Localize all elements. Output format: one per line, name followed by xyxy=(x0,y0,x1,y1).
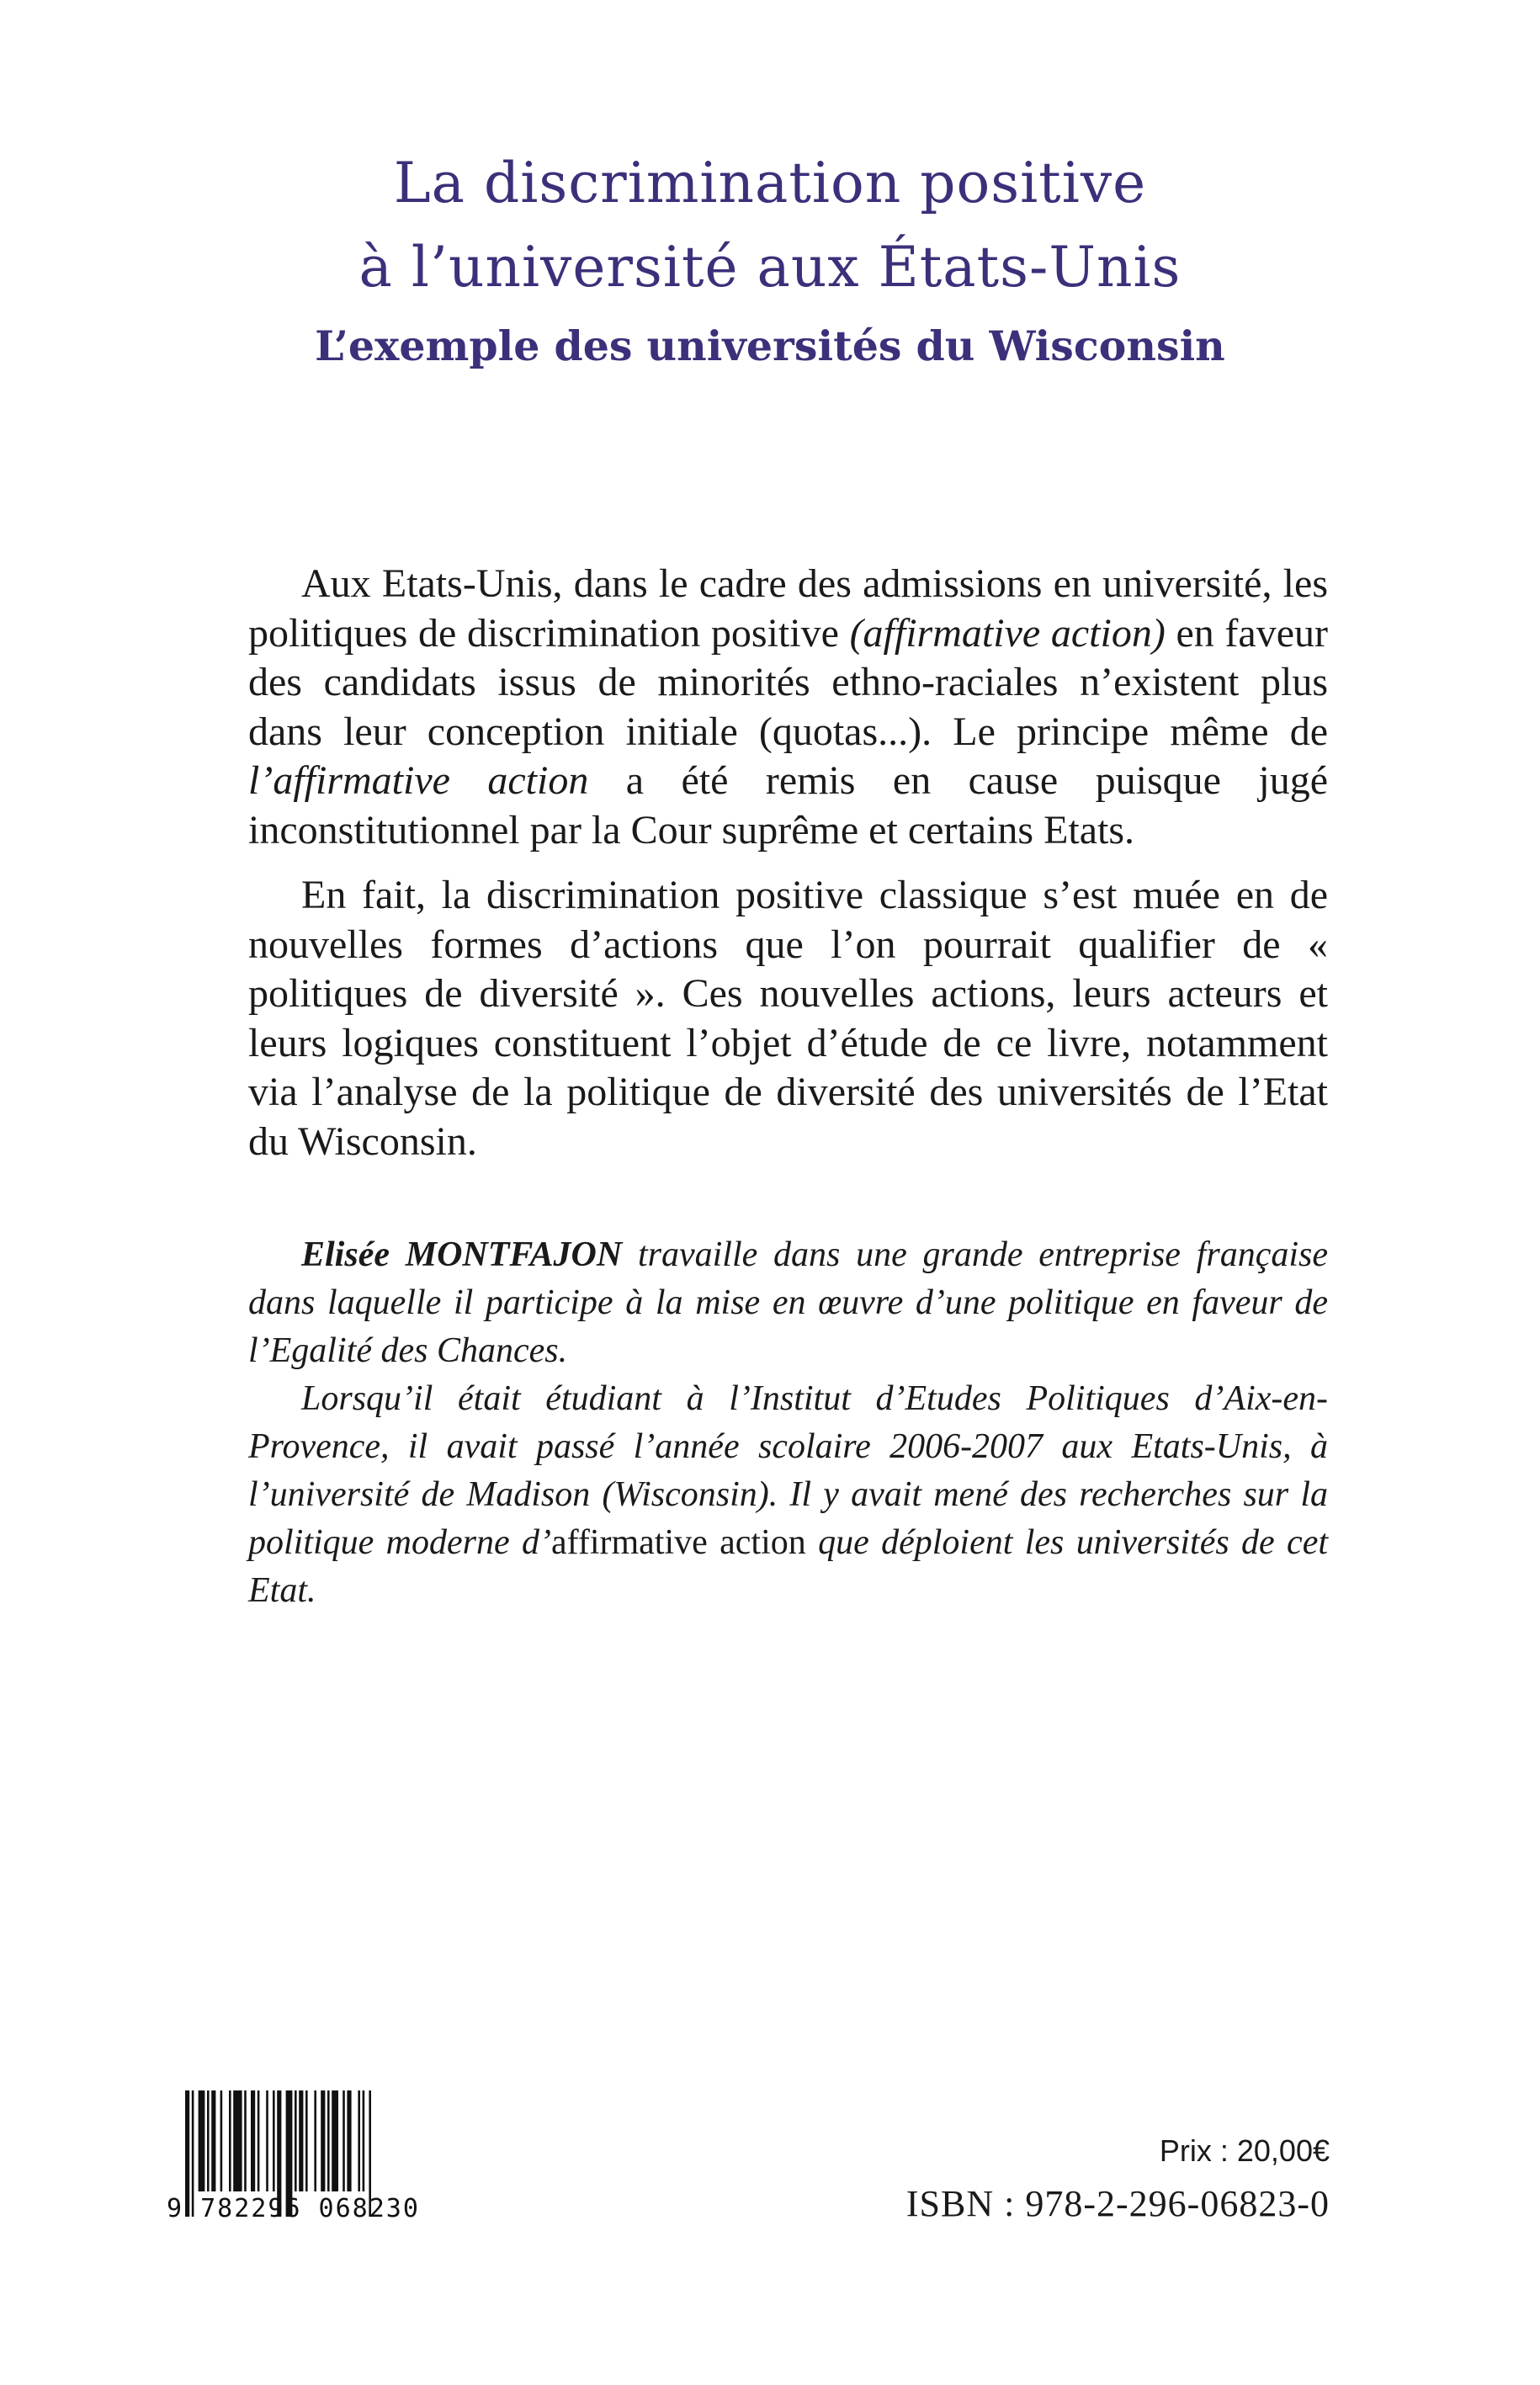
bio-p2-text-a: Lorsqu’il était étudiant à l’Institut d’Etudes Politiques d’Aix-en-Provence, il avait passé l’année scolaire 2006-2007 aux Etats-Unis, à l’université de Madison (Wisconsin). Il y avait mené des recherches sur la politique moderne d’ xyxy=(248,1379,1328,1562)
barcode-bar xyxy=(233,2090,242,2191)
barcode-bar xyxy=(343,2090,345,2191)
isbn-label: ISBN : 978-2-296-06823-0 xyxy=(905,2183,1330,2224)
barcode-bar xyxy=(220,2090,223,2191)
bio-paragraph-1 xyxy=(248,1231,1328,1375)
barcode-bar xyxy=(266,2090,268,2191)
author-bio xyxy=(248,1231,1328,1615)
summary-p1-italic-a: (affirmative action) xyxy=(849,610,1166,656)
barcode-bar xyxy=(314,2090,316,2191)
barcode-bar xyxy=(305,2090,308,2191)
title-line-1: La discrimination positive xyxy=(393,151,1147,215)
bio-p1-text: travaille dans une grande entreprise française dans laquelle il participe à la mise en œuvre d’une politique en faveur de l’Egalité des Chances. xyxy=(248,1235,1328,1370)
summary-paragraph-1 xyxy=(248,560,1328,855)
barcode-bar xyxy=(199,2090,205,2191)
bio-p2-upright: affirmative action xyxy=(550,1523,806,1562)
barcode-bar xyxy=(273,2090,275,2191)
title-block xyxy=(0,141,1540,375)
title-line-2: à l’université aux États-Unis xyxy=(358,235,1182,300)
price-label: Prix : 20,00€ xyxy=(1159,2133,1330,2168)
subtitle: L’exemple des universités du Wisconsin xyxy=(315,321,1225,370)
bio-p2-text-b: que déploient les universités de cet Etat. xyxy=(248,1523,1329,1610)
barcode-digits: 9 782296 068230 xyxy=(167,2194,420,2223)
barcode-bar xyxy=(258,2090,260,2191)
barcode-bar xyxy=(244,2090,247,2191)
barcode-bar xyxy=(211,2090,215,2191)
barcode-bar xyxy=(251,2090,255,2191)
bio-paragraph-2 xyxy=(248,1375,1328,1615)
barcode-bar xyxy=(321,2090,325,2191)
barcode-bar xyxy=(327,2090,330,2191)
author-name: Elisée MONTFAJON xyxy=(301,1235,623,1274)
summary-paragraph-2 xyxy=(248,871,1328,1166)
summary-p1-text-b: en faveur des candidats issus de minorités ethno-raciales n’existent plus dans leur conception initiale (quotas...). Le principe même de xyxy=(248,610,1329,754)
summary-p1-italic-b: l’affirmative action xyxy=(248,758,589,803)
summary-p1-text-a: Aux Etats-Unis, dans le cadre des admissions en université, les politiques de discrimination positive xyxy=(248,561,1328,656)
summary-p1-text-c: a été remis en cause puisque jugé inconstitutionnel par la Cour suprême et certains Etats. xyxy=(248,758,1328,853)
barcode-bar xyxy=(299,2090,303,2191)
barcode-bar xyxy=(295,2090,297,2191)
summary-p2-text: En fait, la discrimination positive classique s’est muée en de nouvelles formes d’actions que l’on pourrait qualifier de « politiques de diversité ». Ces nouvelles actions, leurs acteurs et leurs logiques constituent l’objet d’étude de ce livre, notamment via l’analyse de la politique de diversité des universités de l’Etat du Wisconsin. xyxy=(248,873,1328,1164)
barcode-bar xyxy=(358,2090,360,2191)
barcode-bar xyxy=(207,2090,210,2191)
barcode-bar xyxy=(229,2090,231,2191)
barcode-bar xyxy=(332,2090,338,2191)
barcode-bar xyxy=(363,2090,365,2191)
barcode-bar xyxy=(347,2090,351,2191)
